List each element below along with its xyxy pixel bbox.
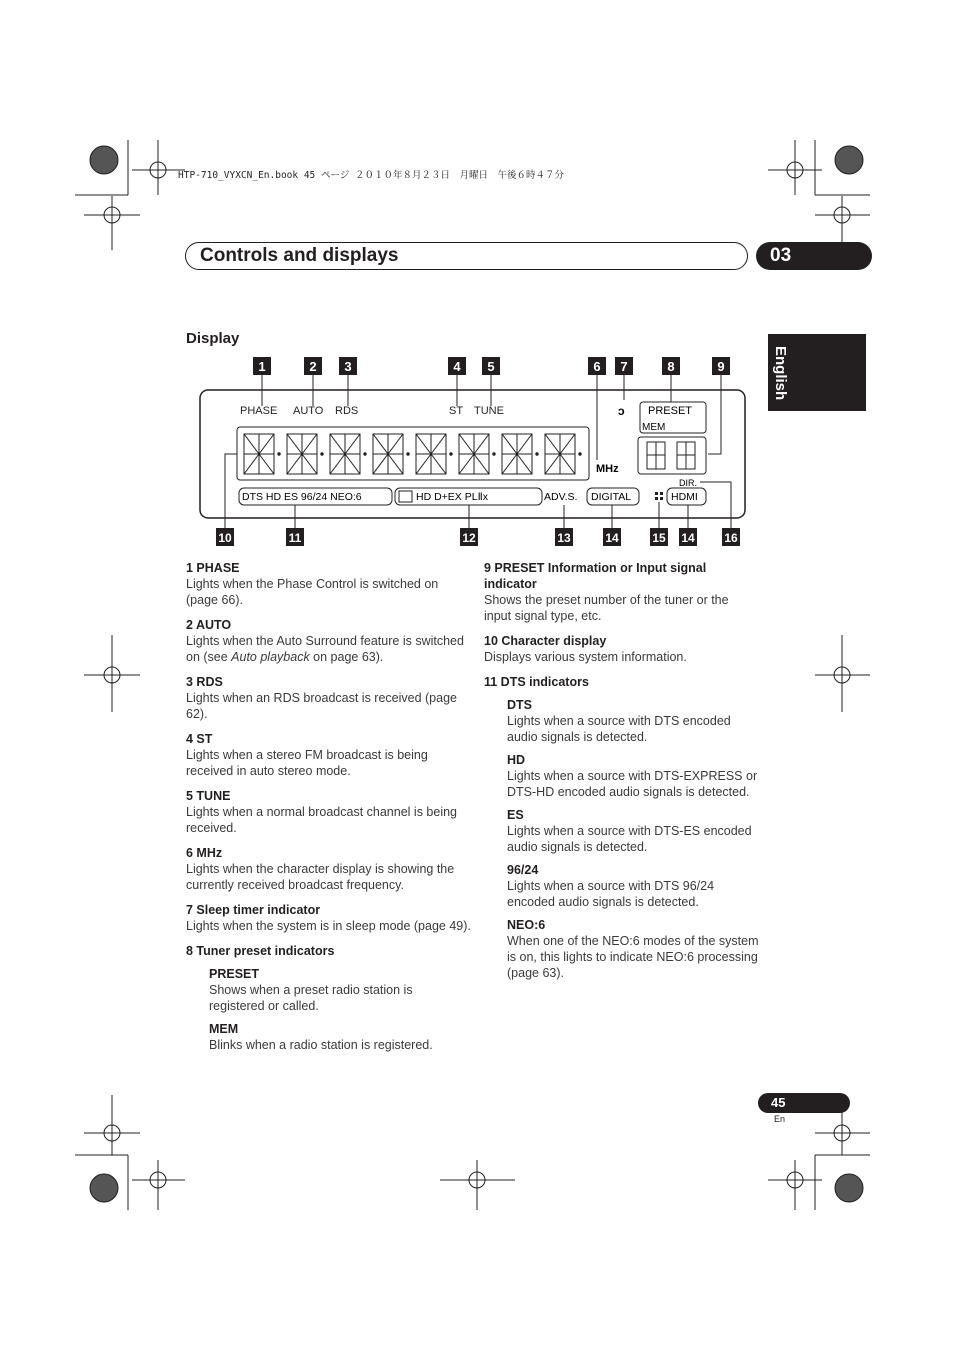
character-segment [416, 434, 431, 454]
item-heading: 10 Character display [484, 634, 607, 648]
character-segment [474, 454, 489, 474]
svg-text:4: 4 [453, 359, 461, 374]
svg-text:14: 14 [681, 531, 695, 545]
character-dot [450, 453, 452, 455]
character-segment [431, 434, 446, 454]
label-mem: MEM [642, 422, 666, 433]
multi-channel-icon [655, 492, 663, 500]
character-dot [493, 453, 495, 455]
character-segment [345, 454, 360, 474]
character-segment [560, 434, 575, 454]
svg-text:16: 16 [724, 531, 738, 545]
callout-13 [555, 528, 573, 546]
preset-digits [647, 442, 695, 469]
svg-text:5: 5 [487, 359, 495, 374]
item-heading: 7 Sleep timer indicator [186, 903, 321, 917]
character-segment [330, 434, 345, 454]
item-subbody: Lights when a source with DTS encoded audio signals is detected. [507, 714, 731, 744]
callout-14b [679, 528, 697, 546]
svg-text:3: 3 [344, 359, 352, 374]
character-segment [502, 434, 517, 454]
label-st: ST [449, 405, 464, 417]
item-heading: 1 PHASE [186, 561, 240, 575]
character-dot [321, 453, 323, 455]
item-subbody: Lights when a source with DTS-EXPRESS or DTS-HD encoded audio signals is detected. [507, 769, 758, 799]
character-segment [459, 454, 474, 474]
item-subbody: Lights when a source with DTS 96/24 encoded audio signals is detected. [507, 879, 715, 909]
character-dot [364, 453, 366, 455]
character-segment [545, 454, 560, 474]
item-body: Lights when the Auto Surround feature is switched on (see Auto playback on page 63). [186, 634, 464, 664]
character-segment [302, 454, 317, 474]
character-segment [517, 434, 532, 454]
svg-text:12: 12 [462, 531, 476, 545]
character-segment [244, 434, 259, 454]
svg-text:8: 8 [667, 359, 675, 374]
item-body: Shows the preset number of the tuner or the input signal type, etc. [484, 593, 729, 623]
section-title: Display [186, 330, 240, 347]
callout-9 [712, 357, 730, 375]
character-segments [244, 434, 581, 474]
item-body: Lights when the Phase Control is switched on (page 66). [186, 577, 439, 607]
item-heading: 4 ST [186, 732, 213, 746]
svg-text:7: 7 [620, 359, 628, 374]
callout-10 [216, 528, 234, 546]
label-mhz: MHz [596, 463, 619, 475]
item-heading: 6 MHz [186, 846, 223, 860]
character-segment [287, 454, 302, 474]
character-segment [244, 454, 259, 474]
label-phase: PHASE [240, 405, 278, 417]
callout-15 [650, 528, 668, 546]
label-dts-group: DTS HD ES 96/24 NEO:6 [242, 491, 362, 503]
sleep-timer-icon: ↄ [618, 404, 625, 418]
character-segment [259, 454, 274, 474]
character-segment [345, 434, 360, 454]
character-segment [545, 434, 560, 454]
character-segment [388, 454, 403, 474]
item-subheading: NEO:6 [507, 918, 546, 932]
item-heading: 8 Tuner preset indicators [186, 944, 335, 958]
callout-12 [460, 528, 478, 546]
item-body: Lights when an RDS broadcast is received (page 62). [186, 691, 457, 721]
label-preset: PRESET [648, 405, 693, 417]
label-rds: RDS [335, 405, 359, 417]
svg-text:9: 9 [717, 359, 725, 374]
label-dir: DIR. [679, 478, 697, 488]
character-segment [373, 434, 388, 454]
callout-1 [253, 357, 271, 375]
svg-text:2: 2 [309, 359, 317, 374]
callout-16 [722, 528, 740, 546]
character-segment [302, 434, 317, 454]
item-body: Lights when the system is in sleep mode (page 49). [186, 919, 471, 933]
page-language: En [774, 1114, 786, 1124]
character-segment [259, 434, 274, 454]
svg-text:15: 15 [652, 531, 666, 545]
item-subheading: 96/24 [507, 863, 539, 877]
callout-4 [448, 357, 466, 375]
character-segment [560, 454, 575, 474]
callout-8 [662, 357, 680, 375]
callout-2 [304, 357, 322, 375]
label-tune: TUNE [474, 405, 504, 417]
item-heading: 9 PRESET Information or Input signal indicator [484, 561, 707, 591]
svg-text:10: 10 [218, 531, 232, 545]
chapter-number: 03 [756, 242, 872, 270]
svg-text:11: 11 [288, 531, 302, 545]
label-advs: ADV.S. [544, 491, 578, 503]
character-segment [373, 454, 388, 474]
label-dolby-group: HD D+EX PLⅡx [416, 491, 488, 503]
item-body: Lights when the character display is showing the currently received broadcast frequency. [186, 862, 455, 892]
character-segment [416, 454, 431, 474]
callout-14a [603, 528, 621, 546]
chapter-title: Controls and displays [200, 245, 399, 266]
character-segment [431, 454, 446, 474]
svg-text:13: 13 [557, 531, 571, 545]
item-subheading: HD [507, 753, 526, 767]
right-column [484, 560, 759, 981]
character-segment [330, 454, 345, 474]
callout-6 [588, 357, 606, 375]
character-segment [287, 434, 302, 454]
character-dot [278, 453, 280, 455]
callout-3 [339, 357, 357, 375]
language-tab-label: English [772, 346, 789, 401]
character-segment [474, 434, 489, 454]
item-subbody: Shows when a preset radio station is registered or called. [209, 983, 413, 1013]
item-body: Displays various system information. [484, 650, 687, 664]
item-subbody: Lights when a source with DTS-ES encoded audio signals is detected. [507, 824, 752, 854]
character-segment [502, 454, 517, 474]
item-subheading: MEM [209, 1022, 239, 1036]
file-info-line: HTP-710_VYXCN_En.book 45 ページ ２０１０年８月２３日 月曜日 午後６時４７分 [178, 170, 565, 181]
character-segment [459, 434, 474, 454]
item-subheading: PRESET [209, 967, 260, 981]
display-diagram [180, 350, 760, 555]
item-body: Lights when a stereo FM broadcast is being received in auto stereo mode. [186, 748, 428, 778]
character-dot [579, 453, 581, 455]
label-digital: DIGITAL [591, 491, 632, 503]
item-subheading: ES [507, 808, 524, 822]
dolby-logo-icon [399, 491, 412, 502]
item-body: Lights when a normal broadcast channel is being received. [186, 805, 458, 835]
character-dot [407, 453, 409, 455]
item-heading: 11 DTS indicators [484, 675, 589, 689]
item-heading: 3 RDS [186, 675, 223, 689]
item-subbody: Blinks when a radio station is registered. [209, 1038, 433, 1052]
callout-11 [286, 528, 304, 546]
label-hdmi: HDMI [671, 491, 698, 503]
item-heading: 5 TUNE [186, 789, 231, 803]
character-segment [517, 454, 532, 474]
page-number: 45 [758, 1093, 850, 1113]
item-subbody: When one of the NEO:6 modes of the system is on, this lights to indicate NEO:6 processing (page 63). [507, 934, 759, 980]
svg-text:14: 14 [605, 531, 619, 545]
item-subheading: DTS [507, 698, 532, 712]
svg-text:6: 6 [593, 359, 601, 374]
svg-text:1: 1 [258, 359, 266, 374]
label-auto: AUTO [293, 405, 324, 417]
left-column [186, 560, 471, 1053]
item-heading: 2 AUTO [186, 618, 232, 632]
character-segment [388, 434, 403, 454]
callout-5 [482, 357, 500, 375]
character-dot [536, 453, 538, 455]
callout-7 [615, 357, 633, 375]
